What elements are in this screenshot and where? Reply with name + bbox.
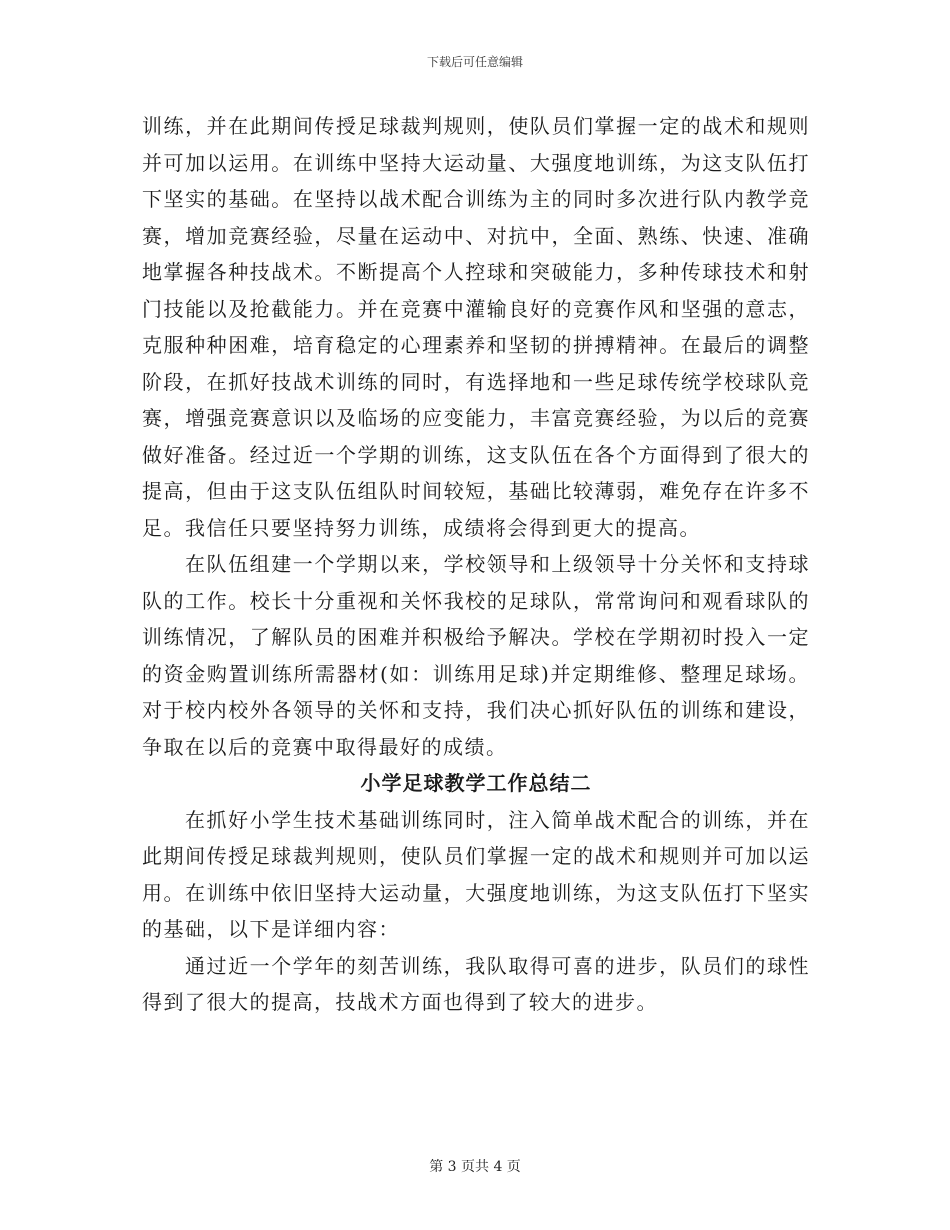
page-footer: 第 3 页共 4 页 xyxy=(429,1159,521,1175)
body-paragraph-3: 在抓好小学生技术基础训练同时，注入简单战术配合的训练，并在此期间传授足球裁判规则，使队员们掌握一定的战术和规则并可加以运用。在训练中依旧坚持大运动量，大强度地训练，为这支队伍打下坚实的基础，以下是详细内容： xyxy=(142,807,810,941)
body-paragraph-1: 训练，并在此期间传授足球裁判规则，使队员们掌握一定的战术和规则并可加以运用。在训练中坚持大运动量、大强度地训练，为这支队伍打下坚实的基础。在坚持以战术配合训练为主的同时多次进行队内教学竞赛，增加竞赛经验，尽量在运动中、对抗中，全面、熟练、快速、准确地掌握各种技战术。不断提高个人控球和突破能力，多种传球技术和射门技能以及抢截能力。并在竞赛中灌输良好的竞赛作风和坚强的意志，克服种种困难，培育稳定的心理素养和坚韧的拼搏精神。在最后的调整阶段，在抓好技战术训练的同时，有选择地和一些足球传统学校球队竞赛，增强竞赛意识以及临场的应变能力，丰富竞赛经验，为以后的竞赛做好准备。经过近一个学期的训练，这支队伍在各个方面得到了很大的提高，但由于这支队伍组队时间较短，基础比较薄弱，难免存在许多不足。我信任只要坚持努力训练，成绩将会得到更大的提高。 xyxy=(142,114,810,540)
body-paragraph-2: 在队伍组建一个学期以来，学校领导和上级领导十分关怀和支持球队的工作。校长十分重视和关怀我校的足球队，常常询问和观看球队的训练情况，了解队员的困难并积极给予解决。学校在学期初时投入一定的资金购置训练所需器材(如：训练用足球)并定期维修、整理足球场。对于校内校外各领导的关怀和支持，我们决心抓好队伍的训练和建设，争取在以后的竞赛中取得最好的成绩。 xyxy=(142,552,810,759)
body-paragraph-4: 通过近一个学年的刻苦训练，我队取得可喜的进步，队员们的球性得到了很大的提高，技战术方面也得到了较大的进步。 xyxy=(142,953,810,1014)
document-body xyxy=(142,108,810,1021)
section-title: 小学足球教学工作总结二 xyxy=(360,771,592,795)
page-header: 下载后可任意编辑 xyxy=(426,55,523,69)
